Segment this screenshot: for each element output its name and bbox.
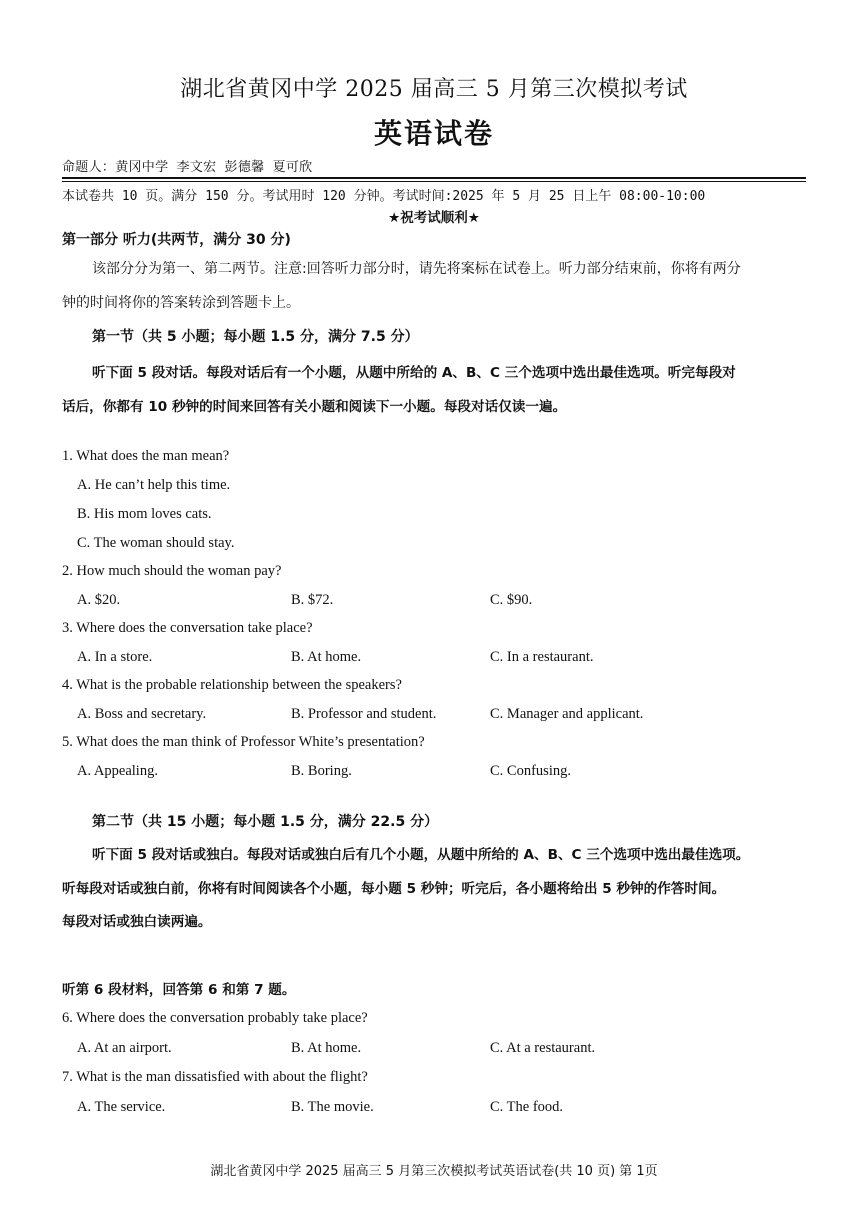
exam-title: 湖北省黄冈中学 2025 届高三 5 月第三次模拟考试 <box>180 77 688 102</box>
exam-authors: 命题人：黄冈中学 李文宏 彭德馨 夏可欣 <box>62 160 313 175</box>
exam-info: 本试卷共 10 页。满分 150 分。考试用时 120 分钟。考试时间:2025 年 5 月 25 日上午 08:00-10:00 <box>62 189 706 204</box>
question-4-option-b: B. Professor and student. <box>291 706 437 722</box>
section2-heading: 第二节（共 15 小题；每小题 1.5 分，满分 22.5 分） <box>92 814 439 830</box>
good-luck-line: ★祝考试顺利★ <box>388 210 480 226</box>
question-5-option-c: C. Confusing. <box>490 763 571 779</box>
question-2-stem: 2. How much should the woman pay? <box>62 563 282 579</box>
section2-instructions-line3: 每段对话或独白读两遍。 <box>62 914 212 930</box>
question-3-option-c: C. In a restaurant. <box>490 649 594 665</box>
question-3-option-b: B. At home. <box>291 649 362 665</box>
question-4-option-a: A. Boss and secretary. <box>77 706 207 722</box>
question-6-stem: 6. Where does the conversation probably take place? <box>62 1010 368 1026</box>
question-5-option-b: B. Boring. <box>291 763 352 779</box>
question-2-option-a: A. $20. <box>77 592 121 608</box>
page-footer: 湖北省黄冈中学 2025 届高三 5 月第三次模拟考试英语试卷(共 10 页) 第 1页 <box>210 1164 658 1179</box>
section1-instructions-line2: 话后，你都有 10 秒钟的时间来回答有关小题和阅读下一小题。每段对话仅读一遍。 <box>62 399 567 415</box>
question-5-stem: 5. What does the man think of Professor White’s presentation? <box>62 734 425 750</box>
question-6-option-a: A. At an airport. <box>77 1040 172 1056</box>
question-1-option-a: A. He can’t help this time. <box>77 477 231 493</box>
section2-instructions-line1: 听下面 5 段对话或独白。每段对话或独白后有几个小题，从题中所给的 A、B、C 三个选项中选出最佳选项。 <box>92 847 750 863</box>
material-6-heading: 听第 6 段材料，回答第 6 和第 7 题。 <box>62 982 296 998</box>
question-6-option-c: C. At a restaurant. <box>490 1040 596 1056</box>
section1-heading: 第一节（共 5 小题；每小题 1.5 分，满分 7.5 分） <box>92 329 419 345</box>
section1-instructions-line1: 听下面 5 段对话。每段对话后有一个小题，从题中所给的 A、B、C 三个选项中选出最佳选项。听完每段对 <box>92 365 736 381</box>
question-6-option-b: B. At home. <box>291 1040 362 1056</box>
question-3-stem: 3. Where does the conversation take place? <box>62 620 313 636</box>
question-7-stem: 7. What is the man dissatisfied with about the flight? <box>62 1069 368 1085</box>
question-2-option-b: B. $72. <box>291 592 334 608</box>
question-1-stem: 1. What does the man mean? <box>62 448 230 464</box>
part1-heading: 第一部分 听力(共两节，满分 30 分) <box>62 232 291 248</box>
question-4-option-c: C. Manager and applicant. <box>490 706 644 722</box>
header-divider-thick <box>62 177 806 179</box>
question-3-option-a: A. In a store. <box>77 649 153 665</box>
question-7-option-c: C. The food. <box>490 1099 564 1115</box>
part1-intro-line1: 该部分分为第一、第二两节。注意:回答听力部分时，请先将案标在试卷上。听力部分结束前，你将有两分 <box>92 261 741 277</box>
question-1-option-c: C. The woman should stay. <box>77 535 235 551</box>
question-7-option-a: A. The service. <box>77 1099 166 1115</box>
exam-subtitle: 英语试卷 <box>373 117 494 150</box>
question-4-stem: 4. What is the probable relationship between the speakers? <box>62 677 402 693</box>
header-divider-thin <box>62 181 806 182</box>
question-1-option-b: B. His mom loves cats. <box>77 506 212 522</box>
question-5-option-a: A. Appealing. <box>77 763 158 779</box>
part1-intro-line2: 钟的时间将你的答案转涂到答题卡上。 <box>62 295 300 311</box>
question-2-option-c: C. $90. <box>490 592 533 608</box>
question-7-option-b: B. The movie. <box>291 1099 374 1115</box>
section2-instructions-line2: 听每段对话或独白前，你将有时间阅读各个小题，每小题 5 秒钟；听完后，各小题将给出 5 秒钟的作答时间。 <box>62 881 726 897</box>
